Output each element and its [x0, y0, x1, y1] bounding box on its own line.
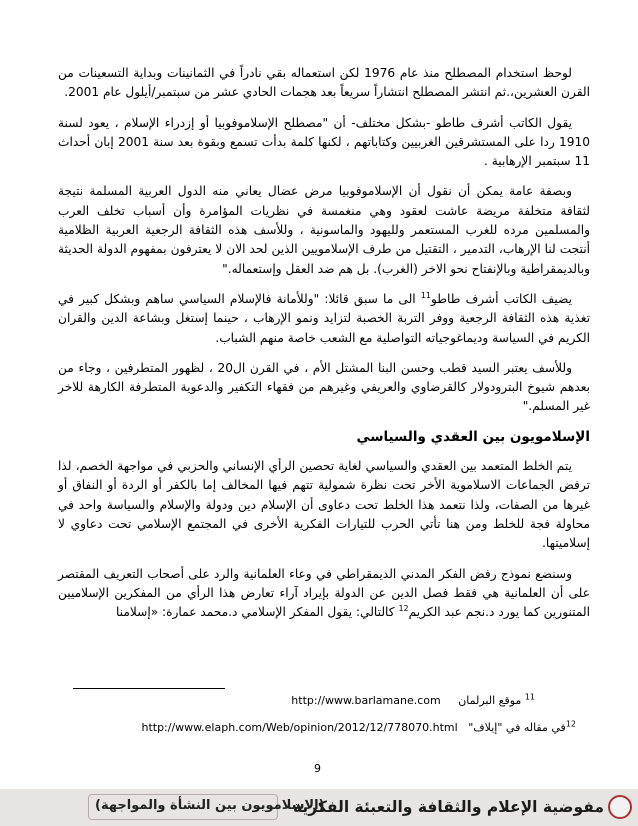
paragraph-4-start: يضيف الكاتب أشرف طاطو: [431, 291, 572, 306]
footnote-11-url[interactable]: http://www.barlamane.com: [291, 694, 441, 707]
paragraph-1: لوحظ استخدام المصطلح منذ عام 1976 لكن استعماله بقي نادراً في الثمانينات وبداية التسعينات من القرن العشرين،.ثم انتشر المصطلح انتشاراً سريعاً بعد هجمات الحادي عشر من سبتمبر/أيلول عام 2001.: [58, 66, 590, 100]
footnote-12-number: 12: [565, 719, 576, 729]
footnote-separator: [73, 688, 225, 689]
footnote-11: [291, 694, 535, 707]
footnote-ref-12: 12: [398, 604, 409, 614]
footnote-11-number: 11: [524, 692, 535, 702]
footnote-12-label: في مقاله في "إيلاف": [468, 721, 566, 734]
footnote-ref-11: 11: [420, 290, 432, 300]
paragraph-7: [58, 565, 590, 623]
paragraph-3: وبصفة عامة يمكن أن نقول أن الإسلاموفوبيا مرض عضال يعاني منه الدول العربية المسلمة نتيجة لثقافة متخلفة مريضة عاشت لعقود وهي منغمسة في نظريات المؤامرة وأن أسباب تخلف العرب والمسلمين مرده للغرب المستعمر ولليهود والماسونية ، وللأسف هذه الثقافة الرجعية العربية الظلامية أنتجت لنا الإرهاب، التدمير ، التقتيل من طرف الإسلامويين الذين لحد الان لا يعترفون بمفهوم الدولة الحديثة وبالديمقراطية وبالإنفتاح نحو الاخر (الغرب). بل هم ضد العقل وإستعماله.": [58, 184, 590, 276]
paragraph-6: يتم الخلط المتعمد بين العقدي والسياسي لغاية تحصين الرأي الإنساني والحزبي في مواجهة الخصم، لذا ترفض الجماعات الاسلاموية الأخر تحت نظرة شمولية تتهم فيها المخالف إما بالكفر أو الردة أو النفاق أو غيرها من الصفات، ولذا نتعمد هذا الخلط تحت دعاوى أن الإسلام دين ودولة والإسلام والسياسة واحد في محاولة فجة للخلط ومن هنا تأتي الحرب للتيارات الفكرية الأخرى في المجتمع الإسلامي تحت دعاوي لا إسلاميتها.: [58, 459, 590, 551]
paragraph-7-start: وسنضع نموذج رفض الفكر المدني الديمقراطي في وعاء العلمانية والرد على أصحاب التعريف المقتصر على أن العلمانية هي فقط فصل الدين عن الدولة بإيراد آراء تعارض هذا الرأي من المفكرين الإسلاميين المتنورين كما يورد د.نجم عبد الكريم: [58, 566, 590, 620]
footer-document-title: (الاسلامويون بين النشأة والمواجهة): [95, 798, 325, 813]
footer-organization-title: مفوضية الإعلام والثقافة والتعبئة الفكرية: [292, 798, 604, 816]
paragraph-2: يقول الكاتب أشرف طاطو -بشكل مختلف- أن "مصطلح الإسلاموفوبيا أو إزدراء الإسلام ، يعود لسنة 1910 ردا على المستشرقين الغربيين وكتاباتهم ، لكنها كلمة بدأت تسمع وبقوة بعد سنة 2001 إبان أحداث 11 سبتمبر الإرهابية .: [58, 115, 590, 169]
paragraph-5: وللأسف يعتبر السيد قطب وحسن البنا المشتل الأم ، في القرن ال20 ، لظهور المتطرفين ، وجاء من بعدهم شيوخ البترودولار كالقرضاوي والعريفي وغيرهم من فقهاء التكفير والدعوية المتطرفة الكارهة للاخر غير المسلم.": [58, 360, 590, 414]
paragraph-4-rest: الى ما سبق قائلا: "وللأمانة فالإسلام السياسي ساهم وبشكل كبير في تغذية هذه الثقافة الرجعية ووفر التربة الخصبة لتزايد ونمو الإرهاب ، حينما إستغل وبشاعة الدين والقران الكريم في السياسة وديماغوجياته التواصلية مع الشعب خاصة منهم الشباب.: [58, 291, 590, 345]
paragraph-7-rest: كالتالي: يقول المفكر الإسلامي د.محمد عمارة: «إسلامنا: [115, 605, 399, 620]
page-number: 9: [314, 762, 321, 775]
main-content: [58, 64, 590, 633]
emblem-icon: [608, 795, 632, 819]
footer-banner: [0, 789, 638, 826]
footnote-12-url[interactable]: http://www.elaph.com/Web/opinion/2012/12/778070.html: [141, 721, 458, 734]
section-heading: الإسلامويون بين العقدي والسياسي: [356, 428, 590, 445]
footnote-12: [141, 721, 576, 734]
footnote-11-label: موقع البرلمان: [458, 694, 522, 707]
paragraph-4: [58, 290, 590, 348]
